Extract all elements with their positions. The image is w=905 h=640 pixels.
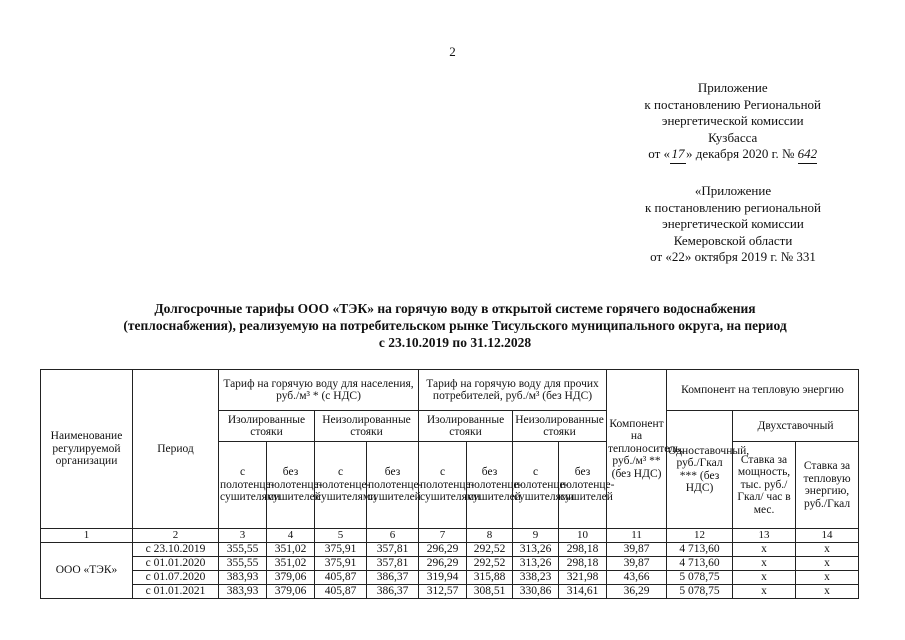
value-cell: 313,26 xyxy=(513,556,559,570)
page-number: 2 xyxy=(449,44,456,59)
value-cell: 308,51 xyxy=(467,584,513,598)
value-cell: 386,37 xyxy=(367,570,419,584)
value-cell: 315,88 xyxy=(467,570,513,584)
value-cell: x xyxy=(733,556,796,570)
column-number: 7 xyxy=(419,529,467,543)
column-number: 10 xyxy=(559,529,607,543)
header-two-rate: Двухставочный xyxy=(733,411,859,442)
value-cell: 312,57 xyxy=(419,584,467,598)
appendix-line: к постановлению региональной xyxy=(644,199,821,215)
appendix-line: Приложение xyxy=(697,80,768,95)
header-thermal-component: Компонент на тепловую энергию xyxy=(667,370,859,411)
header-without-dryers: без полотенце-сушителей xyxy=(267,442,315,529)
appendix-date-line xyxy=(644,146,821,164)
value-cell: 379,06 xyxy=(267,570,315,584)
value-cell: 4 713,60 xyxy=(667,556,733,570)
header-isolated: Изолированные стояки xyxy=(419,411,513,442)
value-cell: x xyxy=(733,584,796,598)
column-number: 5 xyxy=(315,529,367,543)
value-cell: 319,94 xyxy=(419,570,467,584)
value-cell: 292,52 xyxy=(467,542,513,556)
value-cell: 386,37 xyxy=(367,584,419,598)
appendix-line: от «22» октября 2019 г. № 331 xyxy=(650,249,816,264)
value-cell: 330,86 xyxy=(513,584,559,598)
column-number: 14 xyxy=(796,529,859,543)
appendix-line: «Приложение xyxy=(694,183,772,198)
value-cell: 298,18 xyxy=(559,542,607,556)
column-number: 1 xyxy=(41,529,133,543)
table-row xyxy=(41,584,859,598)
header-capacity-rate: Ставка за мощность, тыс. руб./ Гкал/ час в мес. xyxy=(733,442,796,529)
header-energy-rate: Ставка за тепловую энергию, руб./Гкал xyxy=(796,442,859,529)
value-cell: 351,02 xyxy=(267,556,315,570)
value-cell: 357,81 xyxy=(367,556,419,570)
column-number-row xyxy=(41,529,859,543)
value-cell: 405,87 xyxy=(315,584,367,598)
header-one-rate: Одноставочный, руб./Гкал *** (без НДС) xyxy=(667,411,733,529)
header-org: Наименование регулируемой организации xyxy=(41,370,133,529)
value-cell: 43,66 xyxy=(607,570,667,584)
header-population-tariff: Тариф на горячую воду для населения, руб./м³ * (с НДС) xyxy=(219,370,419,411)
value-cell: 292,52 xyxy=(467,556,513,570)
header-isolated: Изолированные стояки xyxy=(219,411,315,442)
header-other-tariff: Тариф на горячую воду для прочих потребителей, руб./м³ (без НДС) xyxy=(419,370,607,411)
header-with-dryers: с полотенце-сушителями xyxy=(315,442,367,529)
table-row xyxy=(41,556,859,570)
handwritten-number: 642 xyxy=(798,146,818,164)
header-with-dryers: с полотенце-сушителями xyxy=(419,442,467,529)
value-cell: 357,81 xyxy=(367,542,419,556)
value-cell: 39,87 xyxy=(607,542,667,556)
value-cell: 296,29 xyxy=(419,556,467,570)
header-without-dryers: без полотенце-сушителей xyxy=(367,442,419,529)
appendix-line: энергетической комиссии xyxy=(661,113,804,128)
value-cell: 296,29 xyxy=(419,542,467,556)
value-cell: 36,29 xyxy=(607,584,667,598)
value-cell: 375,91 xyxy=(315,542,367,556)
value-cell: 338,23 xyxy=(513,570,559,584)
column-number: 11 xyxy=(607,529,667,543)
value-cell: 314,61 xyxy=(559,584,607,598)
tariff-table xyxy=(40,369,859,599)
value-cell: 383,93 xyxy=(219,584,267,598)
header-with-dryers: с полотенце-сушителями xyxy=(513,442,559,529)
column-number: 9 xyxy=(513,529,559,543)
value-cell: x xyxy=(733,570,796,584)
value-cell: 351,02 xyxy=(267,542,315,556)
value-cell: 355,55 xyxy=(219,542,267,556)
appendix-block-previous xyxy=(645,183,821,266)
header-without-dryers: без полотенце-сушителей xyxy=(467,442,513,529)
column-number: 8 xyxy=(467,529,513,543)
value-cell: 383,93 xyxy=(219,570,267,584)
value-cell: x xyxy=(796,570,859,584)
table-row xyxy=(41,570,859,584)
title-line: (теплоснабжения), реализуемую на потребительском рынке Тисульского муниципального округа, на период xyxy=(123,318,787,333)
value-cell: 5 078,75 xyxy=(667,570,733,584)
appendix-line: Кузбасса xyxy=(708,129,758,145)
column-number: 3 xyxy=(219,529,267,543)
header-without-dryers: без полотенце-сушителей xyxy=(559,442,607,529)
value-cell: 405,87 xyxy=(315,570,367,584)
column-number: 13 xyxy=(733,529,796,543)
value-cell: 39,87 xyxy=(607,556,667,570)
value-cell: 298,18 xyxy=(559,556,607,570)
value-cell: 5 078,75 xyxy=(667,584,733,598)
date-middle: » декабря 2020 г. № xyxy=(686,146,795,161)
value-cell: 375,91 xyxy=(315,556,367,570)
handwritten-day: 17 xyxy=(670,146,686,164)
value-cell: 355,55 xyxy=(219,556,267,570)
document-title xyxy=(60,300,850,351)
header-carrier-component: Компонент на теплоноситель, руб./м³ ** (без НДС) xyxy=(607,370,667,529)
appendix-block-current xyxy=(644,80,821,164)
title-line: с 23.10.2019 по 31.12.2028 xyxy=(378,335,532,350)
period-cell: с 01.07.2020 xyxy=(133,570,219,584)
column-number: 4 xyxy=(267,529,315,543)
header-with-dryers: с полотенце-сушителями xyxy=(219,442,267,529)
appendix-line: энергетической комиссии xyxy=(662,216,804,231)
date-prefix: от « xyxy=(648,146,671,161)
column-number: 6 xyxy=(367,529,419,543)
value-cell: x xyxy=(733,542,796,556)
period-cell: с 01.01.2021 xyxy=(133,584,219,598)
header-period: Период xyxy=(133,370,219,529)
organization-cell: ООО «ТЭК» xyxy=(41,542,133,598)
appendix-line: Кемеровской области xyxy=(673,232,793,248)
table-row xyxy=(41,542,859,556)
title-line: Долгосрочные тарифы ООО «ТЭК» на горячую воду в открытой системе горячего водоснабжения xyxy=(154,301,756,316)
value-cell: x xyxy=(796,542,859,556)
column-number: 2 xyxy=(133,529,219,543)
value-cell: 321,98 xyxy=(559,570,607,584)
value-cell: 4 713,60 xyxy=(667,542,733,556)
column-number: 12 xyxy=(667,529,733,543)
header-non-isolated: Неизолированные стояки xyxy=(315,411,419,442)
period-cell: с 01.01.2020 xyxy=(133,556,219,570)
header-non-isolated: Неизолированные стояки xyxy=(513,411,607,442)
value-cell: x xyxy=(796,556,859,570)
value-cell: x xyxy=(796,584,859,598)
value-cell: 379,06 xyxy=(267,584,315,598)
value-cell: 313,26 xyxy=(513,542,559,556)
period-cell: с 23.10.2019 xyxy=(133,542,219,556)
appendix-line: к постановлению Региональной xyxy=(644,96,821,112)
